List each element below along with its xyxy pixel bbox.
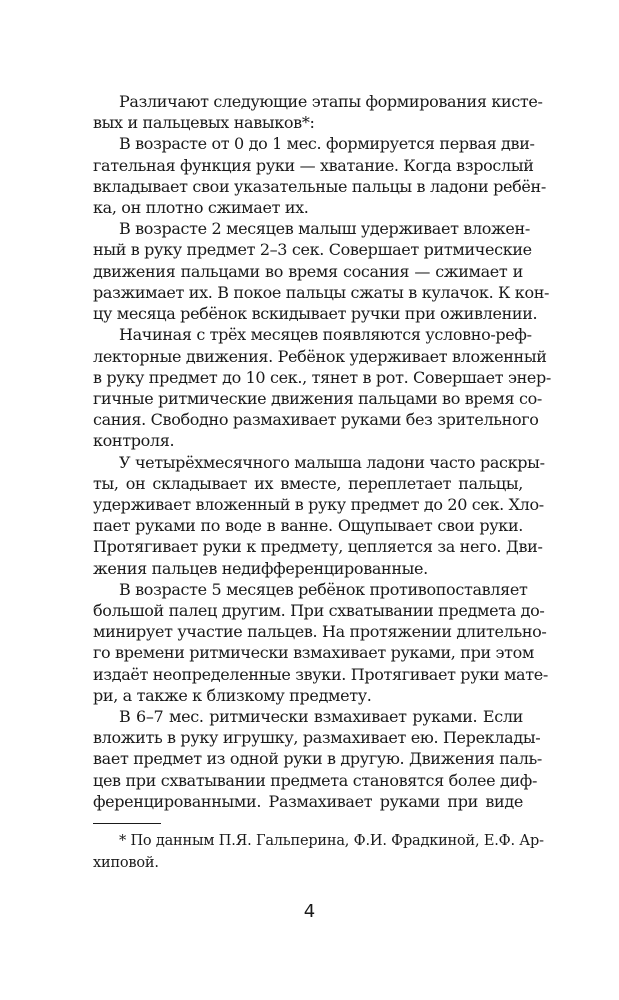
text-line: вкладывает свои указательные пальцы в ладони ребён- (93, 176, 546, 196)
text-line: цев при схватывании предмета становятся более диф- (93, 770, 538, 790)
text-line: У четырёхмесячного малыша ладони часто раскры- (119, 452, 545, 472)
text-line: удерживает вложенный в руку предмет до 20 сек. Хло- (93, 494, 544, 514)
text-line: В 6–7 мес. ритмически взмахивает руками. Если (119, 707, 523, 726)
footnote-line: хиповой. (93, 855, 159, 871)
text-line: В возрасте 2 месяцев малыш удерживает вложен- (119, 219, 530, 239)
text-line: пает руками по воде в ванне. Ощупывает свои руки. (93, 516, 523, 536)
text-line: вает предмет из одной руки в другую. Движения паль- (93, 749, 542, 769)
text-line: движения пальцами во время сосания — сжимает и (93, 261, 523, 281)
text-line: ференцированными. Размахивает руками при виде (93, 791, 523, 811)
footnote-divider (93, 823, 161, 824)
text-line: разжимает их. В покое пальцы сжаты в кулачок. К кон- (93, 282, 550, 302)
text-line: вых и пальцевых навыков*: (93, 113, 315, 133)
text-line: ный в руку предмет 2–3 сек. Совершает ритмические (93, 240, 532, 260)
text-line: го времени ритмически взмахивает руками, при этом (93, 643, 535, 663)
text-line: большой палец другим. При схватывании предмета до- (93, 600, 545, 620)
text-line: ка, он плотно сжимает их. (93, 198, 309, 217)
text-line: жения пальцев недифференцированные. (93, 558, 428, 578)
text-line: в руку предмет до 10 сек., тянет в рот. Совершает энер- (93, 367, 551, 387)
text-line: ри, а также к близкому предмету. (93, 685, 372, 705)
text-line: Различают следующие этапы формирования кисте- (119, 92, 543, 111)
text-line: вложить в руку игрушку, размахивает ею. Переклады- (93, 728, 541, 748)
text-line: В возрасте от 0 до 1 мес. формируется первая дви- (119, 134, 535, 154)
footnote-line: * По данным П.Я. Гальперина, Ф.И. Фрадкиной, Е.Ф. Ар- (119, 833, 544, 849)
text-line: Начиная с трёх месяцев появляются условно-реф- (119, 325, 532, 345)
text-line: гичные ритмические движения пальцами во время со- (93, 388, 542, 408)
text-line: контроля. (93, 431, 175, 451)
text-line: издаёт неопределенные звуки. Протягивает руки мате- (93, 664, 548, 684)
text-line: В возрасте 5 месяцев ребёнок противопоставляет (119, 579, 528, 599)
text-line: сания. Свободно размахивает руками без зрительного (93, 410, 539, 430)
page-number: 4 (303, 901, 316, 922)
text-line: лекторные движения. Ребёнок удерживает вложенный (93, 346, 547, 366)
text-line: ты, он складывает их вместе, переплетает пальцы, (93, 473, 523, 493)
text-line: Протягивает руки к предмету, цепляется за него. Дви- (93, 537, 543, 557)
text-line: гательная функция руки — хватание. Когда взрослый (93, 155, 534, 175)
text-line: минирует участие пальцев. На протяжении длительно- (93, 622, 547, 642)
text-line: цу месяца ребёнок вскидывает ручки при оживлении. (93, 304, 538, 324)
